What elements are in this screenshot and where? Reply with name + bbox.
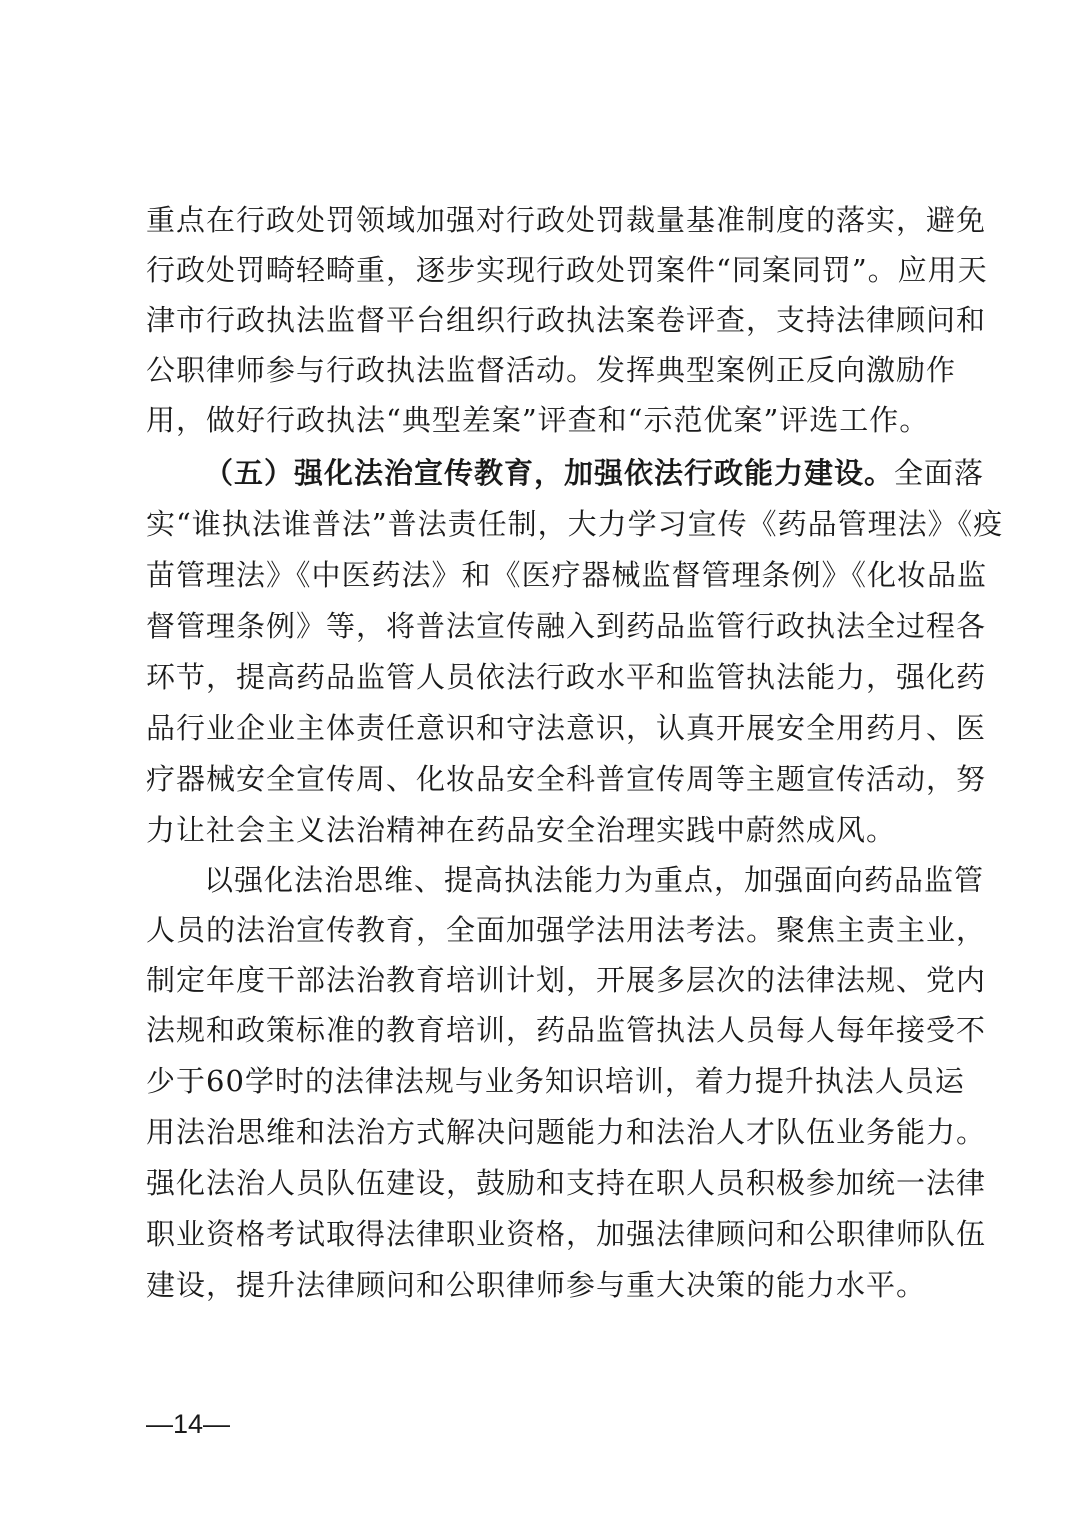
page-number: —14— [146,1409,231,1439]
paragraph-line: 行政处罚畸轻畸重，逐步实现行政处罚案件“同案同罚”。应用天 [146,253,988,287]
paragraph-line: 津市行政执法监督平台组织行政执法案卷评查，支持法律顾问和 [146,303,987,337]
section-heading-rest: 全面落 [894,456,985,490]
paragraph-line: 法规和政策标准的教育培训，药品监管执法人员每人每年接受不 [146,1013,987,1047]
paragraph-line: 建设，提升法律顾问和公职律师参与重大决策的能力水平。 [146,1268,927,1302]
paragraph-line: 重点在行政处罚领域加强对行政处罚裁量基准制度的落实，避免 [146,203,987,237]
paragraph-line: 少于60学时的法律法规与业务知识培训，着力提升执法人员运 [146,1064,965,1098]
paragraph-line: 督管理条例》等，将普法宣传融入到药品监管行政执法全过程各 [146,609,987,643]
paragraph-line: 疗器械安全宣传周、化妆品安全科普宣传周等主题宣传活动，努 [146,762,987,796]
section-five-first-line [204,450,985,496]
paragraph-line: 以强化法治思维、提高执法能力为重点，加强面向药品监管 [204,863,985,897]
paragraph-line: 公职律师参与行政执法监督活动。发挥典型案例正反向激励作 [146,353,957,387]
paragraph-line: 用，做好行政执法“典型差案”评查和“示范优案”评选工作。 [146,403,930,437]
paragraph-line: 人员的法治宣传教育，全面加强学法用法考法。聚焦主责主业， [146,913,987,947]
paragraph-line: 用法治思维和法治方式解决问题能力和法治人才队伍业务能力。 [146,1115,987,1149]
paragraph-line: 环节，提高药品监管人员依法行政水平和监管执法能力，强化药 [146,660,987,694]
paragraph-line: 品行业企业主体责任意识和守法意识，认真开展安全用药月、医 [146,711,987,745]
paragraph-line: 职业资格考试取得法律职业资格，加强法律顾问和公职律师队伍 [146,1217,987,1251]
paragraph-line: 力让社会主义法治精神在药品安全治理实践中蔚然成风。 [146,813,897,847]
paragraph-line: 苗管理法》《中医药法》和《医疗器械监督管理条例》《化妆品监 [146,558,988,592]
paragraph-line: 制定年度干部法治教育培训计划，开展多层次的法律法规、党内 [146,963,987,997]
paragraph-line: 强化法治人员队伍建设，鼓励和支持在职人员积极参加统一法律 [146,1166,987,1200]
paragraph-line: 实“谁执法谁普法”普法责任制，大力学习宣传《药品管理法》《疫 [146,507,1004,541]
section-heading: （五）强化法治宣传教育，加强依法行政能力建设。 [204,456,895,490]
